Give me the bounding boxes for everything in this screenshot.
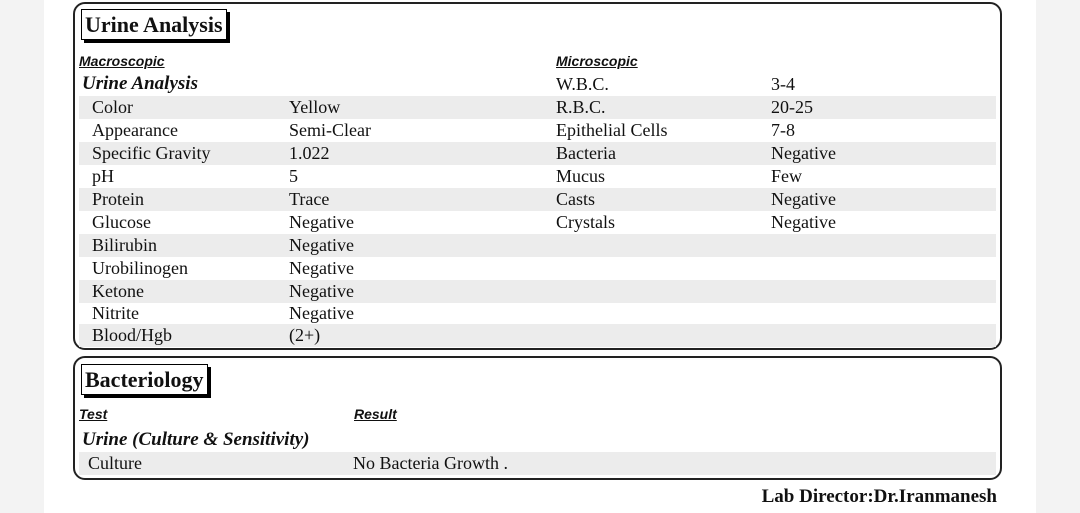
urine-analysis-title: Urine Analysis <box>81 9 227 40</box>
bacteriology-panel <box>73 356 1002 480</box>
macroscopic-test-value: Negative <box>289 303 354 323</box>
table-row <box>79 302 996 325</box>
macroscopic-test-name: Nitrite <box>92 303 139 323</box>
macroscopic-test-name: Ketone <box>92 281 144 301</box>
urine-analysis-subheading: Urine Analysis <box>82 73 198 94</box>
macroscopic-test-value: Negative <box>289 281 354 301</box>
macroscopic-test-value: (2+) <box>289 325 321 345</box>
table-row <box>79 211 996 234</box>
macroscopic-test-name: Blood/Hgb <box>92 325 173 345</box>
macroscopic-test-name: Protein <box>92 189 144 209</box>
table-row <box>79 324 996 347</box>
microscopic-test-value: Few <box>771 166 802 186</box>
microscopic-test-name: W.B.C. <box>556 74 609 94</box>
bacteriology-subheading: Urine (Culture & Sensitivity) <box>82 429 310 450</box>
microscopic-test-value: 20-25 <box>771 97 813 117</box>
microscopic-test-name: Casts <box>556 189 596 209</box>
macroscopic-test-name: Urobilinogen <box>92 258 188 278</box>
microscopic-test-value: Negative <box>771 189 836 209</box>
microscopic-test-name: Crystals <box>556 212 616 232</box>
test-heading: Test <box>79 406 108 422</box>
table-row <box>79 257 996 280</box>
table-row <box>79 73 996 96</box>
microscopic-test-value: Negative <box>771 143 836 163</box>
microscopic-test-value: 3-4 <box>771 74 795 94</box>
macroscopic-test-name: Color <box>92 97 134 117</box>
microscopic-test-value: 7-8 <box>771 120 795 140</box>
bacteriology-test-result: No Bacteria Growth . <box>353 453 508 473</box>
table-row <box>79 165 996 188</box>
macroscopic-test-value: Negative <box>289 212 354 232</box>
report-page <box>44 0 1036 513</box>
microscopic-test-value: Negative <box>771 212 836 232</box>
table-row <box>79 234 996 257</box>
microscopic-test-name: Epithelial Cells <box>556 120 668 140</box>
macroscopic-test-value: 1.022 <box>289 143 330 163</box>
microscopic-test-name: Bacteria <box>556 143 616 163</box>
table-row <box>79 188 996 211</box>
macroscopic-test-name: Specific Gravity <box>92 143 211 163</box>
macroscopic-test-value: 5 <box>289 166 298 186</box>
table-row <box>79 142 996 165</box>
macroscopic-test-value: Negative <box>289 235 354 255</box>
macroscopic-test-value: Semi-Clear <box>289 120 371 140</box>
lab-director-signature: Lab Director:Dr.Iranmanesh <box>761 486 997 507</box>
microscopic-test-name: R.B.C. <box>556 97 606 117</box>
result-heading: Result <box>354 406 397 422</box>
bacteriology-test-name: Culture <box>88 453 142 473</box>
table-row <box>79 119 996 142</box>
bacteriology-title: Bacteriology <box>81 364 208 395</box>
urine-analysis-panel <box>73 2 1002 350</box>
macroscopic-test-name: Glucose <box>92 212 151 232</box>
macroscopic-heading: Macroscopic <box>79 53 165 69</box>
macroscopic-test-name: Bilirubin <box>92 235 158 255</box>
table-row <box>79 280 996 303</box>
macroscopic-test-name: pH <box>92 166 114 186</box>
macroscopic-test-value: Negative <box>289 258 354 278</box>
microscopic-heading: Microscopic <box>556 53 638 69</box>
microscopic-test-name: Mucus <box>556 166 605 186</box>
table-row <box>79 96 996 119</box>
macroscopic-test-value: Trace <box>289 189 330 209</box>
macroscopic-test-name: Appearance <box>92 120 178 140</box>
macroscopic-test-value: Yellow <box>289 97 341 117</box>
table-row <box>79 452 996 475</box>
